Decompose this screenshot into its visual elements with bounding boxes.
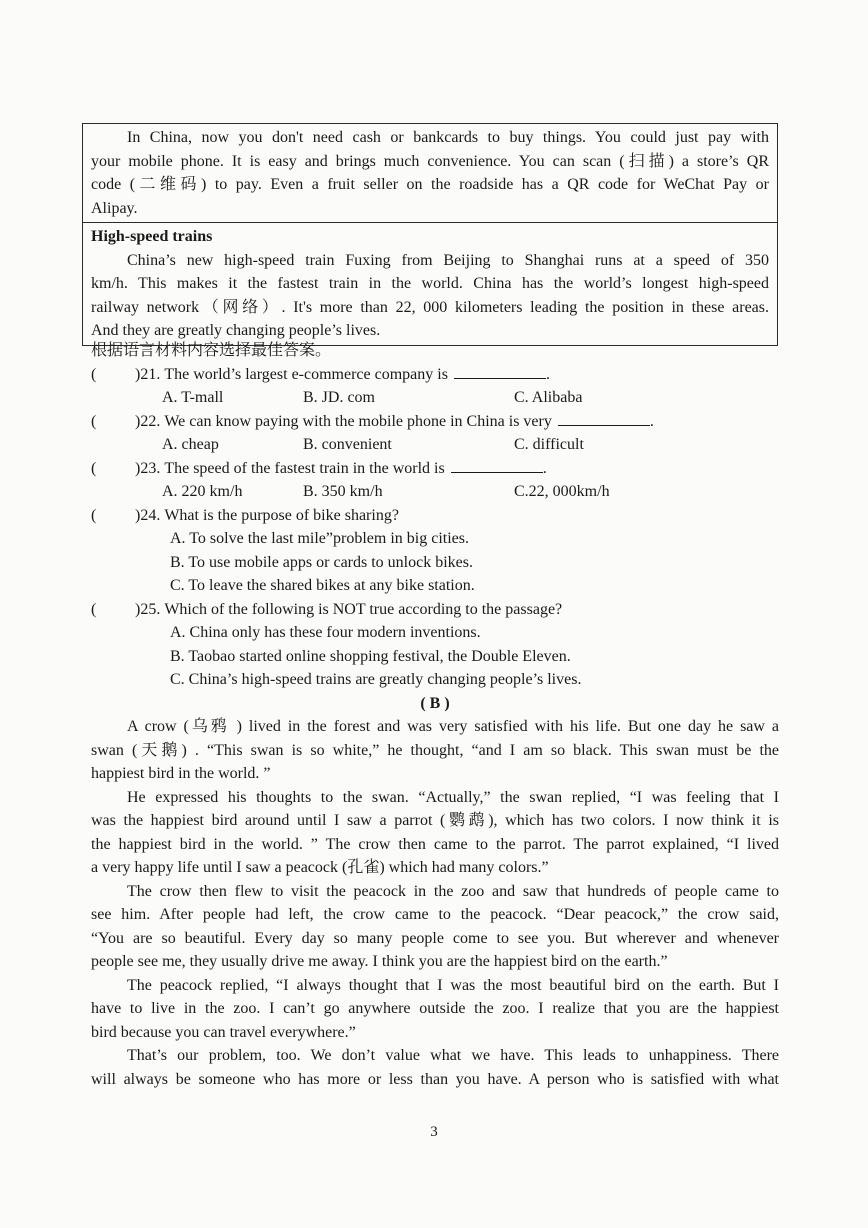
train-heading: High-speed trains	[91, 228, 213, 245]
story-line: happiest bird in the world. ”	[91, 765, 271, 782]
train-line: km/h. This makes it the fastest train in the world. China has the world’s longest high-speed	[91, 275, 769, 292]
options-21	[91, 386, 779, 410]
option-c-row	[91, 574, 779, 598]
option-c: C. difficult	[514, 436, 584, 453]
payment-line: In China, now you don't need cash or bankcards to buy things. You could just pay with	[127, 129, 769, 146]
story-line: was the happiest bird around until I saw a parrot (鹦鹉), which has two colors. I now think it is	[91, 812, 779, 829]
payment-line: code (二维码) to pay. Even a fruit seller on the roadside has a QR code for WeChat Pay or	[91, 176, 769, 193]
question-tail: .	[545, 365, 550, 383]
payment-section	[83, 124, 777, 222]
section-b-heading: ( B )	[420, 694, 450, 712]
questions-area	[91, 339, 779, 1091]
answer-paren-left: (	[91, 459, 97, 477]
story-line: The crow then flew to visit the peacock in the zoo and saw that hundreds of people came to	[127, 882, 779, 900]
options-22	[91, 433, 779, 457]
question-21	[91, 363, 779, 387]
story-line: see him. After people had left, the crow came to the peacock. “Dear peacock,” the crow said,	[91, 906, 779, 923]
instruction: 根据语言材料内容选择最佳答案。	[91, 342, 332, 359]
story-line: The peacock replied, “I always thought that I was the most beautiful bird on the earth. But I	[127, 976, 779, 994]
answer-paren-left: (	[91, 365, 97, 383]
option-a-row	[91, 621, 779, 645]
reading-box	[82, 123, 778, 346]
option-a: A. China only has these four modern inventions.	[170, 624, 481, 641]
story-paragraph	[91, 715, 779, 786]
story-line: bird because you can travel everywhere.”	[91, 1023, 356, 1041]
option-c: C. Alibaba	[514, 389, 583, 406]
story-line: “You are so beautiful. Every day so many people come to see you. But wherever and whenever	[91, 929, 779, 947]
answer-blank[interactable]	[558, 411, 650, 426]
question-24	[91, 504, 779, 528]
story-paragraph	[91, 786, 779, 880]
train-line: China’s new high-speed train Fuxing from Beijing to Shanghai runs at a speed of 350	[127, 251, 769, 269]
question-25	[91, 598, 779, 622]
question-text: The world’s largest e-commerce company is	[164, 365, 448, 383]
story-paragraph	[91, 974, 779, 1045]
option-b-row	[91, 645, 779, 669]
option-a: A. 220 km/h	[162, 483, 243, 500]
option-b: B. convenient	[303, 436, 392, 453]
story-paragraph	[91, 1044, 779, 1091]
story-line: He expressed his thoughts to the swan. “Actually,” the swan replied, “I was feeling that I	[127, 788, 779, 806]
option-b: B. JD. com	[303, 389, 375, 406]
answer-paren-left: (	[91, 600, 97, 618]
story-line: A crow (乌鸦 ) lived in the forest and was very satisfied with his life. But one day he saw a	[127, 718, 779, 735]
train-line: And they are greatly changing people’s lives.	[91, 322, 381, 339]
answer-paren-left: (	[91, 506, 97, 524]
story-line: That’s our problem, too. We don’t value what we have. This leads to unhappiness. There	[127, 1047, 779, 1064]
question-number: )22.	[135, 412, 161, 430]
question-text: We can know paying with the mobile phone in China is very	[164, 412, 552, 430]
question-number: )25.	[135, 600, 161, 618]
train-line: railway network（网络）. It's more than 22, 000 kilometers leading the position in these areas.	[91, 298, 769, 316]
question-number: )21.	[135, 365, 161, 383]
question-tail: .	[542, 459, 547, 477]
option-c: C. China’s high-speed trains are greatly changing people’s lives.	[170, 671, 582, 688]
story-line: the happiest bird in the world. ” The crow then came to the parrot. The parrot explained, “I lived	[91, 835, 779, 853]
option-a: A. cheap	[162, 436, 219, 453]
page-number: 3	[430, 1124, 438, 1140]
story-line: have to live in the zoo. I can’t go anywhere outside the zoo. I realize that you are the happiest	[91, 1000, 779, 1017]
question-22	[91, 410, 779, 434]
story-line: a very happy life until I saw a peacock (孔雀) which had many colors.”	[91, 859, 549, 876]
train-section	[83, 222, 777, 345]
answer-blank[interactable]	[454, 364, 546, 379]
story-line: people see me, they usually drive me away. I think you are the happiest bird on the earth.”	[91, 953, 668, 970]
option-c-row	[91, 668, 779, 692]
option-a-row	[91, 527, 779, 551]
question-text: What is the purpose of bike sharing?	[164, 506, 399, 524]
option-c: C.22, 000km/h	[514, 483, 610, 500]
option-b-row	[91, 551, 779, 575]
payment-line: Alipay.	[91, 199, 138, 217]
story-line: swan (天鹅) . “This swan is so white,” he thought, “and I am so black. This swan must be the	[91, 741, 779, 759]
question-text: Which of the following is NOT true according to the passage?	[164, 600, 563, 618]
story-line: will always be someone who has more or less than you have. A person who is satisfied with what	[91, 1070, 779, 1088]
question-text: The speed of the fastest train in the world is	[164, 459, 445, 477]
options-23	[91, 480, 779, 504]
question-number: )23.	[135, 459, 161, 477]
option-a: A. To solve the last mile”problem in big cities.	[170, 530, 469, 547]
payment-line: your mobile phone. It is easy and brings much convenience. You can scan (扫描) a store’s QR	[91, 152, 769, 170]
question-23	[91, 457, 779, 481]
option-a: A. T-mall	[162, 389, 224, 406]
question-number: )24.	[135, 506, 161, 524]
option-b: B. 350 km/h	[303, 483, 383, 500]
option-c: C. To leave the shared bikes at any bike station.	[170, 577, 475, 594]
question-tail: .	[649, 412, 654, 430]
answer-paren-left: (	[91, 412, 97, 430]
story-paragraph	[91, 880, 779, 974]
option-b: B. Taobao started online shopping festival, the Double Eleven.	[170, 647, 571, 665]
option-b: B. To use mobile apps or cards to unlock bikes.	[170, 553, 473, 571]
answer-blank[interactable]	[451, 458, 543, 473]
